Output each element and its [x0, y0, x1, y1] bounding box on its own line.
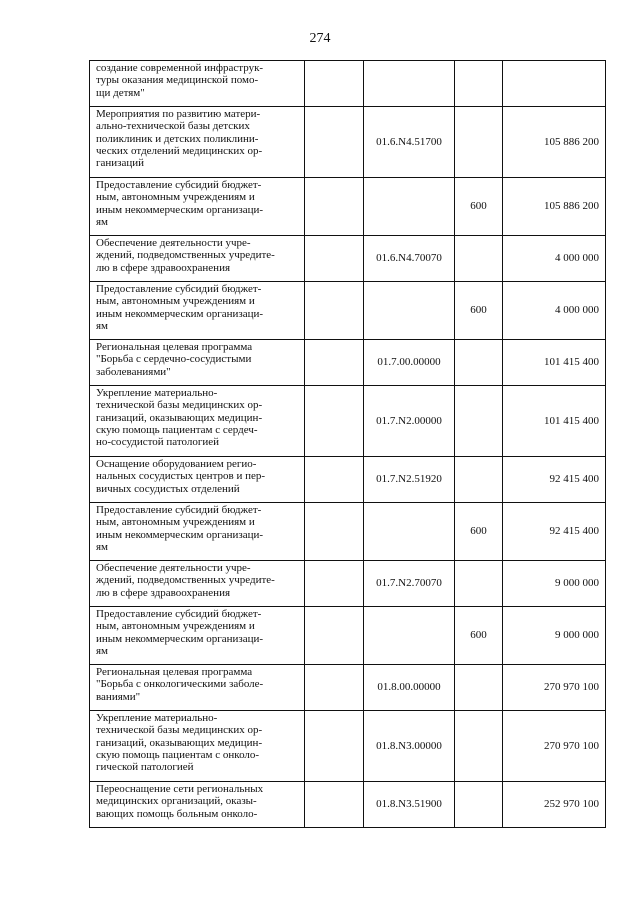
cell-name — [90, 282, 305, 340]
cell-name — [90, 457, 305, 503]
cell-amount: 101 415 400 — [503, 386, 606, 457]
cell-expense-type: 600 — [455, 503, 503, 561]
cell-expense-type — [455, 561, 503, 607]
name-line: поликлиник и детских поликлини- — [96, 132, 259, 145]
cell-amount: 270 970 100 — [503, 711, 606, 782]
cell-blank — [305, 386, 364, 457]
name-line: Предоставление субсидий бюджет- — [96, 283, 262, 295]
name-line: ганизаций, оказывающих медицин- — [96, 736, 263, 749]
page-number: 274 — [309, 31, 331, 46]
table-row — [90, 282, 606, 340]
name-line: ным, автономным учреждениям и — [96, 620, 255, 633]
cell-blank — [305, 607, 364, 665]
cell-blank — [305, 178, 364, 236]
name-line: Укрепление материально- — [96, 712, 218, 724]
name-line: Предоставление субсидий бюджет- — [96, 504, 262, 516]
table-row — [90, 503, 606, 561]
cell-expense-type — [455, 457, 503, 503]
cell-expense-type: 600 — [455, 178, 503, 236]
cell-name — [90, 782, 305, 828]
cell-blank — [305, 340, 364, 386]
cell-blank — [305, 782, 364, 828]
name-line: Региональная целевая программа — [96, 341, 253, 353]
name-line: Региональная целевая программа — [96, 666, 253, 678]
cell-code: 01.8.N3.00000 — [364, 711, 455, 782]
table-row — [90, 236, 606, 282]
table-row — [90, 61, 606, 107]
name-line: лю в сфере здравоохранения — [96, 261, 231, 274]
budget-table-body — [90, 61, 606, 828]
name-line: Обеспечение деятельности учре- — [96, 562, 251, 574]
cell-name — [90, 503, 305, 561]
name-line: иным некоммерческим организаци- — [96, 528, 264, 541]
budget-table — [89, 60, 606, 828]
cell-blank — [305, 61, 364, 107]
name-line: гической патологией — [96, 761, 194, 774]
cell-amount: 105 886 200 — [503, 107, 606, 178]
cell-name — [90, 178, 305, 236]
name-line: Предоставление субсидий бюджет- — [96, 179, 262, 191]
cell-expense-type — [455, 107, 503, 178]
table-row — [90, 386, 606, 457]
cell-name — [90, 236, 305, 282]
cell-expense-type — [455, 782, 503, 828]
name-line: ваниями" — [96, 690, 141, 703]
name-line: ным, автономным учреждениям и — [96, 516, 255, 529]
cell-blank — [305, 665, 364, 711]
cell-blank — [305, 503, 364, 561]
name-line: Переоснащение сети региональных — [96, 783, 264, 795]
cell-code: 01.8.00.00000 — [364, 665, 455, 711]
name-line: Предоставление субсидий бюджет- — [96, 608, 262, 620]
name-line: ганизаций, оказывающих медицин- — [96, 411, 263, 424]
cell-blank — [305, 561, 364, 607]
cell-name — [90, 607, 305, 665]
name-line: ганизаций — [96, 157, 145, 170]
cell-amount: 9 000 000 — [503, 561, 606, 607]
name-line: ным, автономным учреждениям и — [96, 191, 255, 204]
cell-expense-type — [455, 340, 503, 386]
cell-expense-type — [455, 61, 503, 107]
name-line: "Борьба с онкологическими заболе- — [96, 678, 264, 691]
name-line: медицинских организаций, оказы- — [96, 795, 257, 808]
cell-code: 01.7.N2.70070 — [364, 561, 455, 607]
cell-name — [90, 61, 305, 107]
cell-amount: 105 886 200 — [503, 178, 606, 236]
cell-code — [364, 282, 455, 340]
cell-blank — [305, 236, 364, 282]
table-row — [90, 782, 606, 828]
table-row — [90, 457, 606, 503]
name-line: Укрепление материально- — [96, 387, 218, 399]
cell-amount: 4 000 000 — [503, 282, 606, 340]
name-line: скую помощь пациентам с онколо- — [96, 748, 260, 761]
cell-code: 01.6.N4.51700 — [364, 107, 455, 178]
cell-amount — [503, 61, 606, 107]
name-line: щи детям" — [96, 86, 145, 99]
name-line: ческих отделений медицинских ор- — [96, 144, 263, 157]
name-line: ям — [96, 319, 109, 332]
cell-code — [364, 61, 455, 107]
table-row — [90, 561, 606, 607]
cell-code: 01.7.N2.51920 — [364, 457, 455, 503]
cell-code — [364, 178, 455, 236]
cell-blank — [305, 457, 364, 503]
cell-name — [90, 340, 305, 386]
cell-amount: 9 000 000 — [503, 607, 606, 665]
cell-expense-type: 600 — [455, 607, 503, 665]
cell-name — [90, 665, 305, 711]
cell-amount: 101 415 400 — [503, 340, 606, 386]
name-line: технической базы медицинских ор- — [96, 399, 263, 412]
name-line: создание современной инфраструк- — [96, 62, 264, 74]
name-line: скую помощь пациентам с сердеч- — [96, 423, 258, 436]
cell-code: 01.7.N2.00000 — [364, 386, 455, 457]
name-line: "Борьба с сердечно-сосудистыми — [96, 353, 252, 366]
name-line: иным некоммерческим организаци- — [96, 203, 264, 216]
name-line: заболеваниями" — [96, 365, 171, 378]
name-line: ально-технической базы детских — [96, 120, 250, 133]
name-line: иным некоммерческим организаци- — [96, 632, 264, 645]
name-line: иным некоммерческим организаци- — [96, 307, 264, 320]
cell-blank — [305, 282, 364, 340]
table-row — [90, 607, 606, 665]
name-line: Мероприятия по развитию матери- — [96, 108, 261, 120]
cell-expense-type — [455, 665, 503, 711]
cell-amount: 92 415 400 — [503, 503, 606, 561]
name-line: Обеспечение деятельности учре- — [96, 237, 251, 249]
cell-name — [90, 711, 305, 782]
cell-name — [90, 107, 305, 178]
cell-expense-type — [455, 236, 503, 282]
table-row — [90, 340, 606, 386]
cell-name — [90, 386, 305, 457]
cell-amount: 92 415 400 — [503, 457, 606, 503]
name-line: лю в сфере здравоохранения — [96, 586, 231, 599]
table-row — [90, 711, 606, 782]
name-line: вающих помощь больным онколо- — [96, 807, 258, 820]
name-line: ждений, подведомственных учредите- — [96, 574, 275, 587]
name-line: Оснащение оборудованием регио- — [96, 458, 257, 470]
cell-blank — [305, 107, 364, 178]
name-line: вичных сосудистых отделений — [96, 482, 240, 495]
cell-blank — [305, 711, 364, 782]
table-row — [90, 178, 606, 236]
cell-amount: 270 970 100 — [503, 665, 606, 711]
cell-amount: 252 970 100 — [503, 782, 606, 828]
cell-code: 01.6.N4.70070 — [364, 236, 455, 282]
name-line: технической базы медицинских ор- — [96, 724, 263, 737]
cell-name — [90, 561, 305, 607]
name-line: туры оказания медицинской помо- — [96, 74, 259, 87]
name-line: ждений, подведомственных учредите- — [96, 249, 275, 262]
name-line: нальных сосудистых центров и пер- — [96, 470, 266, 483]
name-line: ям — [96, 540, 109, 553]
name-line: ям — [96, 644, 109, 657]
table-row — [90, 107, 606, 178]
cell-expense-type: 600 — [455, 282, 503, 340]
cell-code — [364, 607, 455, 665]
cell-code — [364, 503, 455, 561]
cell-expense-type — [455, 711, 503, 782]
table-row — [90, 665, 606, 711]
cell-code: 01.8.N3.51900 — [364, 782, 455, 828]
name-line: ным, автономным учреждениям и — [96, 295, 255, 308]
cell-code: 01.7.00.00000 — [364, 340, 455, 386]
cell-amount: 4 000 000 — [503, 236, 606, 282]
name-line: но-сосудистой патологией — [96, 436, 220, 449]
name-line: ям — [96, 215, 109, 228]
cell-expense-type — [455, 386, 503, 457]
